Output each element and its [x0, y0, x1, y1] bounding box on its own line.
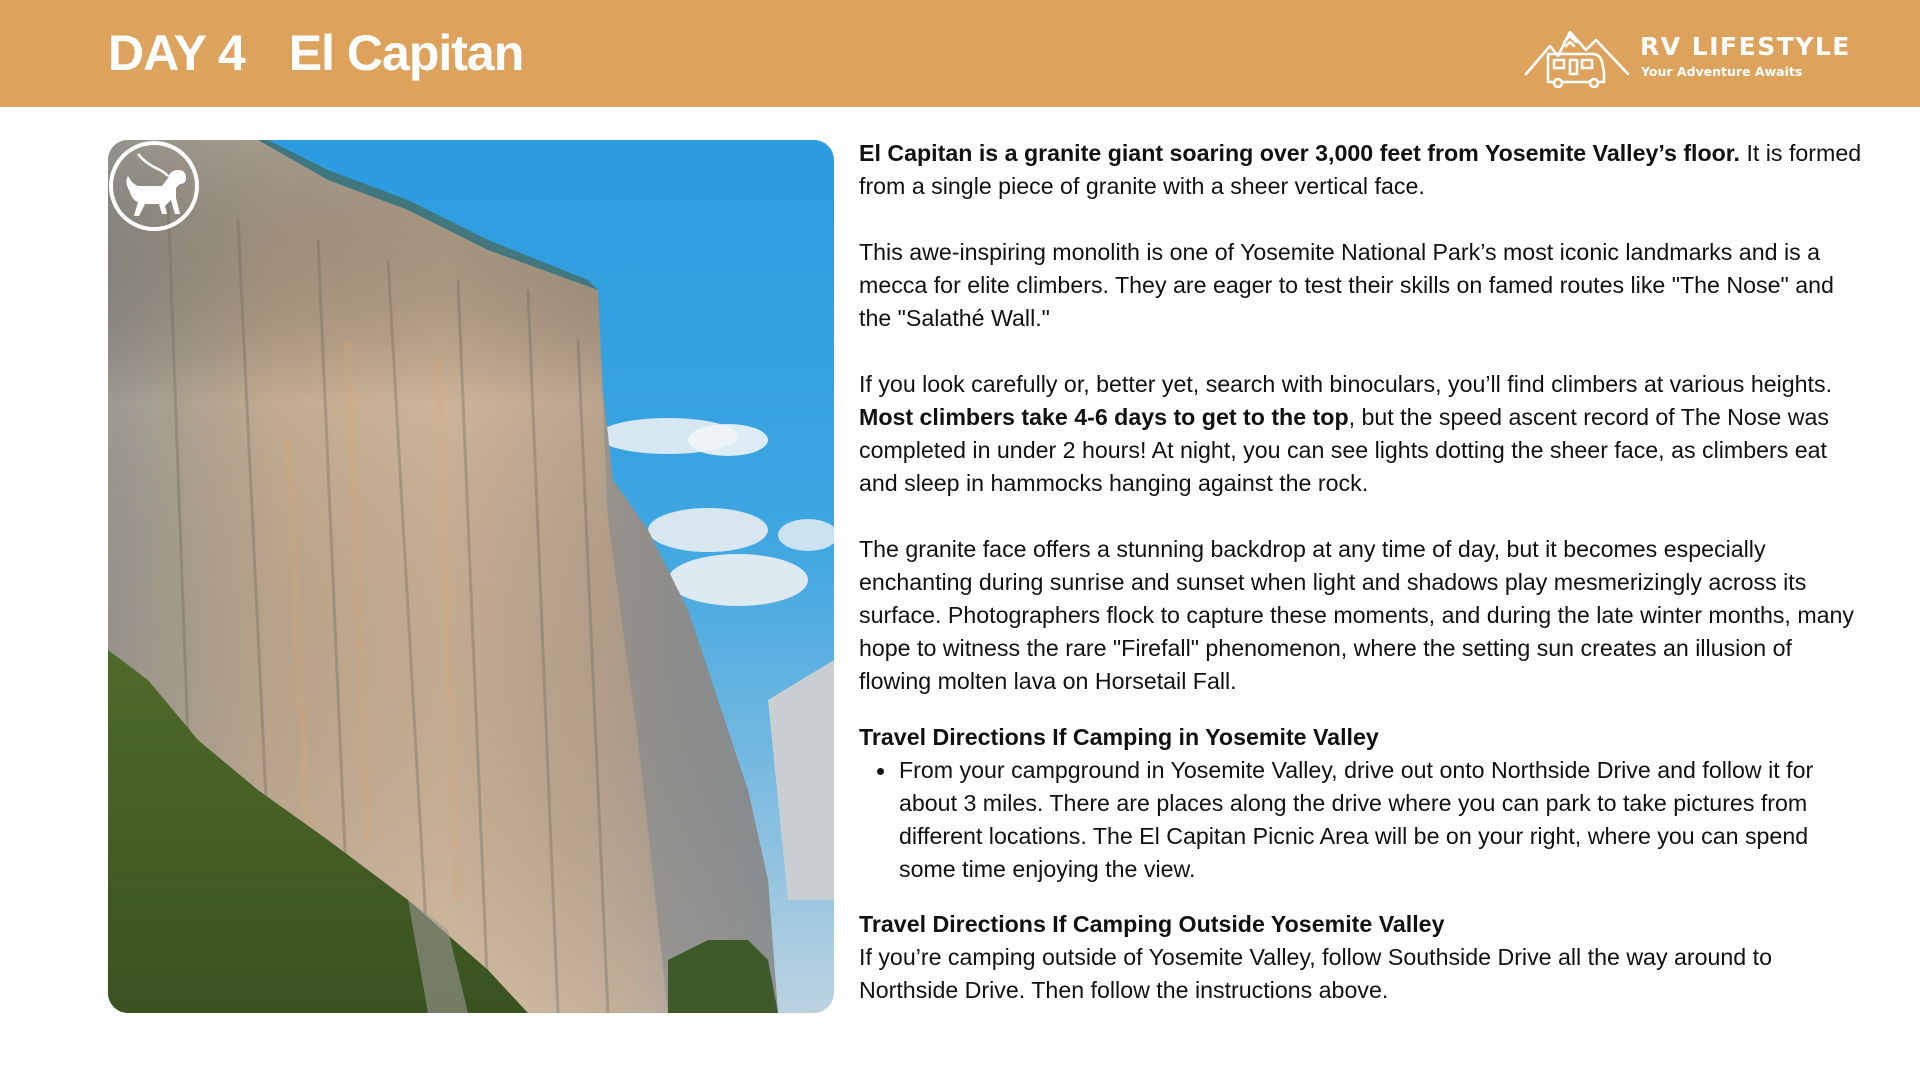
page-title [108, 22, 523, 84]
dog-friendly-icon [108, 140, 200, 232]
day-label: DAY 4 [108, 25, 245, 81]
intro-paragraph [859, 137, 1869, 203]
intro-bold-text: El Capitan is a granite giant soaring over 3,000 feet from Yosemite Valley’s floor. [859, 140, 1740, 166]
inside-valley-directions-list [859, 754, 1869, 886]
el-capitan-illustration [108, 140, 834, 1013]
rv-lifestyle-logo [1524, 28, 1854, 88]
page-header [0, 0, 1920, 107]
list-item: From your campground in Yosemite Valley, drive out onto Northside Drive and follow it for about 3 miles. There are places along the drive where you can park to take pictures from different locations. The El Capitan Picnic Area will be on your right, where you can spend some time enjoying the view. [899, 754, 1869, 886]
destination-title: El Capitan [288, 25, 524, 81]
photography-paragraph: The granite face offers a stunning backdrop at any time of day, but it becomes especially enchanting during sunrise and sunset when light and shadows play mesmerizingly across its surface. Photographers flock to capture these moments, and during the late winter months, many hope to witness the rare "Firefall" phenomenon, where the setting sun creates an illusion of flowing molten lava on Horsetail Fall. [859, 536, 1855, 694]
intro-text: It is formed from a single piece of granite with a sheer vertical face. [859, 140, 1862, 199]
logo-brand-name: RV LIFESTYLE [1640, 32, 1851, 61]
climbers-bold-text: Most climbers take 4-6 days to get to the top [859, 404, 1349, 430]
climbers-text-end: , but the speed ascent record of The Nose was completed in under 2 hours! At night, you can see lights dotting the sheer face, as climbers eat and sleep in hammocks hanging against the rock. [859, 404, 1829, 496]
logo-tagline: Your Adventure Awaits [1641, 64, 1803, 79]
outside-valley-directions: If you’re camping outside of Yosemite Valley, follow Southside Drive all the way around to Northside Drive. Then follow the instructions above. [859, 944, 1772, 1003]
section-heading-outside-valley: Travel Directions If Camping Outside Yosemite Valley [859, 911, 1445, 937]
climbers-paragraph [859, 368, 1869, 500]
el-capitan-photo [108, 140, 834, 1013]
climbers-text-start: If you look carefully or, better yet, search with binoculars, you’ll find climbers at various heights. [859, 371, 1833, 397]
article-body [859, 137, 1869, 1007]
mountain-rv-icon [1524, 28, 1632, 88]
section-heading-inside-valley: Travel Directions If Camping in Yosemite Valley [859, 724, 1379, 750]
climbing-paragraph: This awe-inspiring monolith is one of Yosemite National Park’s most iconic landmarks and is a mecca for elite climbers. They are eager to test their skills on famed routes like "The Nose" and the "Salathé Wall." [859, 239, 1834, 331]
